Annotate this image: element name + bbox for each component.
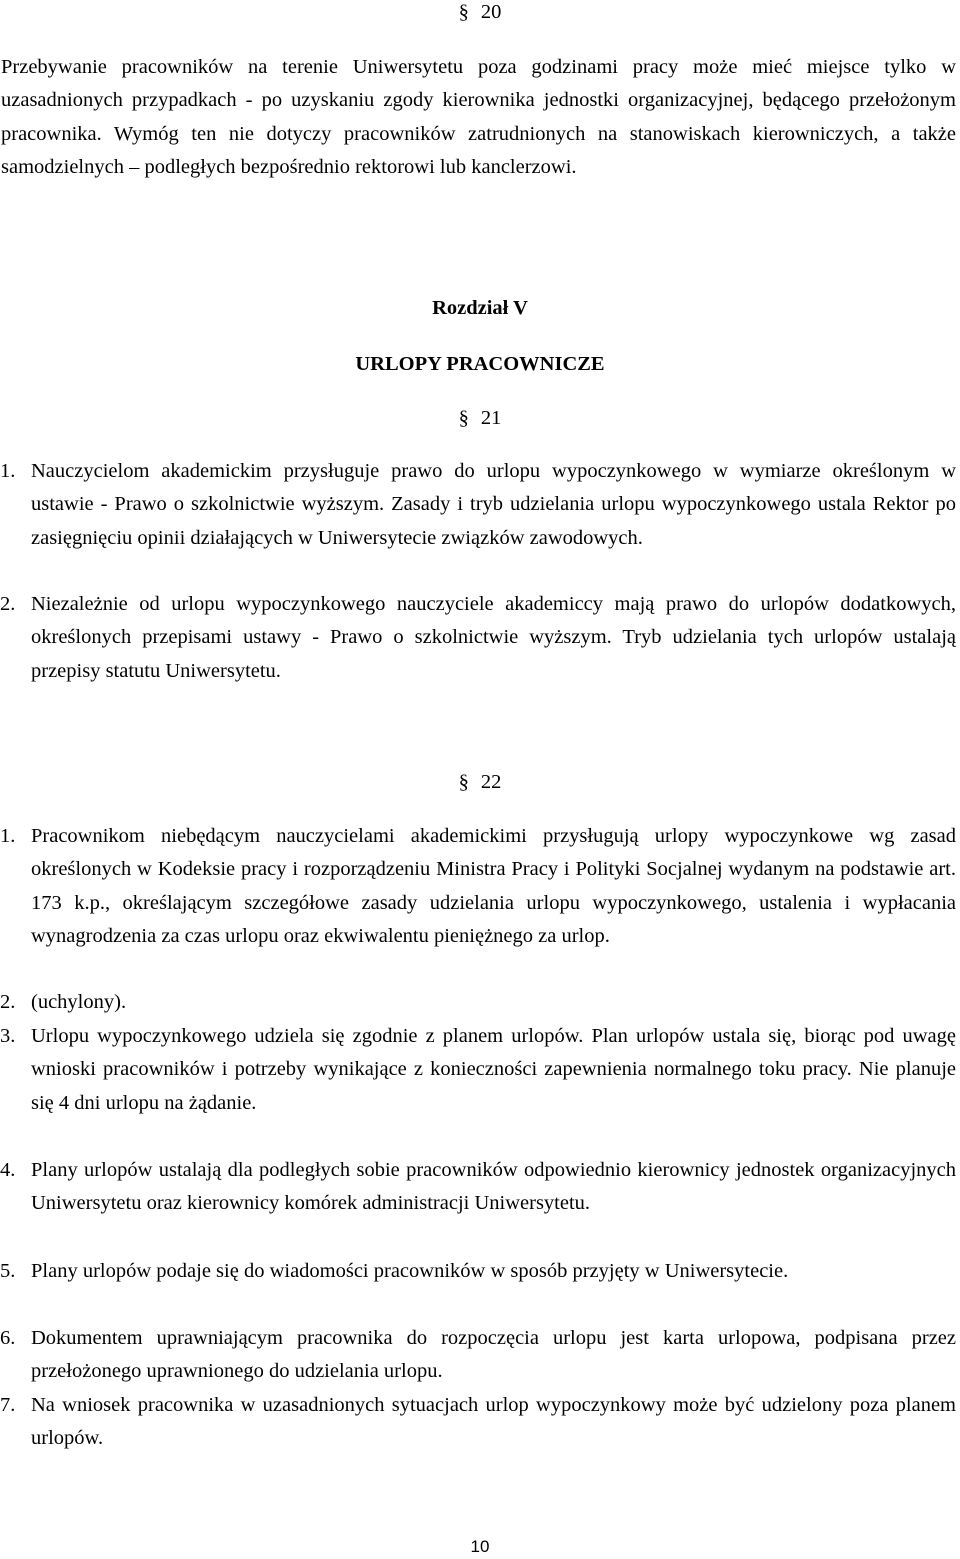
section-20-paragraph: Przebywanie pracowników na terenie Uniwersytetu poza godzinami pracy może mieć miejsce tylko w uzasadnionych przypadkach - po uzyskaniu zgody kierownika jednostki organizacyjnej, będącego przełożonym pracownika. Wymóg ten nie dotyczy pracowników zatrudnionych na stanowiskach kierowniczych, a także samodzielnych – podległych bezpośrednio rektorowi lub kanclerzowi. bbox=[1, 56, 956, 178]
item-text: Niezależnie od urlopu wypoczynkowego nauczyciele akademiccy mają prawo do urlopów dodatkowych, określonych przepisami ustawy - Prawo o szkolnictwie wyższym. Tryb udzielania tych urlopów ustalają przepisy statutu Uniwersytetu. bbox=[31, 593, 956, 682]
section-22-item-3 bbox=[0, 1020, 956, 1120]
item-text: Urlopu wypoczynkowego udziela się zgodnie z planem urlopów. Plan urlopów ustala się, biorąc pod uwagę wnioski pracowników i potrzeby wynikające z konieczności zapewnienia normalnego toku pracy. Nie planuje się 4 dni urlopu na żądanie. bbox=[31, 1025, 956, 1114]
item-number: 4. bbox=[0, 1159, 16, 1181]
item-text: Na wniosek pracownika w uzasadnionych sytuacjach urlop wypoczynkowy może być udzielony poza planem urlopów. bbox=[31, 1394, 956, 1450]
item-number: 7. bbox=[0, 1394, 16, 1416]
item-number: 5. bbox=[0, 1260, 16, 1282]
section-22-item-7 bbox=[0, 1389, 956, 1456]
item-text: Nauczycielom akademickim przysługuje prawo do urlopu wypoczynkowego w wymiarze określonym w ustawie - Prawo o szkolnictwie wyższym. Zasady i tryb udzielania urlopu wypoczynkowego ustala Rektor po zasięgnięciu opinii działających w Uniwersytecie związków zawodowych. bbox=[31, 460, 956, 549]
chapter-title: URLOPY PRACOWNICZE bbox=[355, 353, 605, 375]
item-number: 2. bbox=[0, 593, 16, 615]
page-number: 10 bbox=[470, 1537, 490, 1556]
section-sign: § bbox=[458, 1, 469, 23]
section-22-item-5 bbox=[0, 1255, 956, 1288]
section-sign: § bbox=[458, 771, 469, 793]
section-21-item-1 bbox=[0, 455, 956, 555]
item-text: Pracownikom niebędącym nauczycielami akademickimi przysługują urlopy wypoczynkowe wg zasad określonych w Kodeksie pracy i rozporządzeniu Ministra Pracy i Polityki Socjalnej wydanym na podstawie art. 173 k.p., określającym szczegółowe zasady udzielania urlopu wypoczynkowego, ustalenia i wypłacania wynagrodzenia za czas urlopu oraz ekwiwalentu pieniężnego za urlop. bbox=[31, 825, 956, 947]
section-22-heading bbox=[0, 772, 960, 793]
item-number: 3. bbox=[0, 1025, 16, 1047]
section-22-item-6 bbox=[0, 1322, 956, 1389]
section-number: 20 bbox=[480, 1, 502, 23]
item-number: 6. bbox=[0, 1327, 16, 1349]
section-number: 22 bbox=[480, 771, 502, 793]
section-22-item-4 bbox=[0, 1154, 956, 1221]
section-22-item-1 bbox=[0, 820, 956, 953]
item-number: 1. bbox=[0, 460, 16, 482]
item-text: Plany urlopów podaje się do wiadomości pracowników w sposób przyjęty w Uniwersytecie. bbox=[31, 1260, 789, 1282]
section-21-heading bbox=[0, 408, 960, 429]
item-text: Dokumentem uprawniającym pracownika do rozpoczęcia urlopu jest karta urlopowa, podpisana przez przełożonego uprawnionego do udzielania urlopu. bbox=[31, 1327, 956, 1383]
section-21-item-2 bbox=[0, 588, 956, 688]
item-text: (uchylony). bbox=[31, 991, 127, 1013]
section-sign: § bbox=[458, 407, 469, 429]
item-number: 2. bbox=[0, 991, 16, 1013]
section-22-item-2 bbox=[0, 986, 956, 1019]
item-text: Plany urlopów ustalają dla podległych sobie pracowników odpowiednio kierownicy jednostek organizacyjnych Uniwersytetu oraz kierownicy komórek administracji Uniwersytetu. bbox=[31, 1159, 956, 1215]
section-20-heading bbox=[0, 2, 960, 23]
chapter-number-label: Rozdział V bbox=[432, 297, 528, 319]
item-number: 1. bbox=[0, 825, 16, 847]
section-number: 21 bbox=[480, 407, 502, 429]
